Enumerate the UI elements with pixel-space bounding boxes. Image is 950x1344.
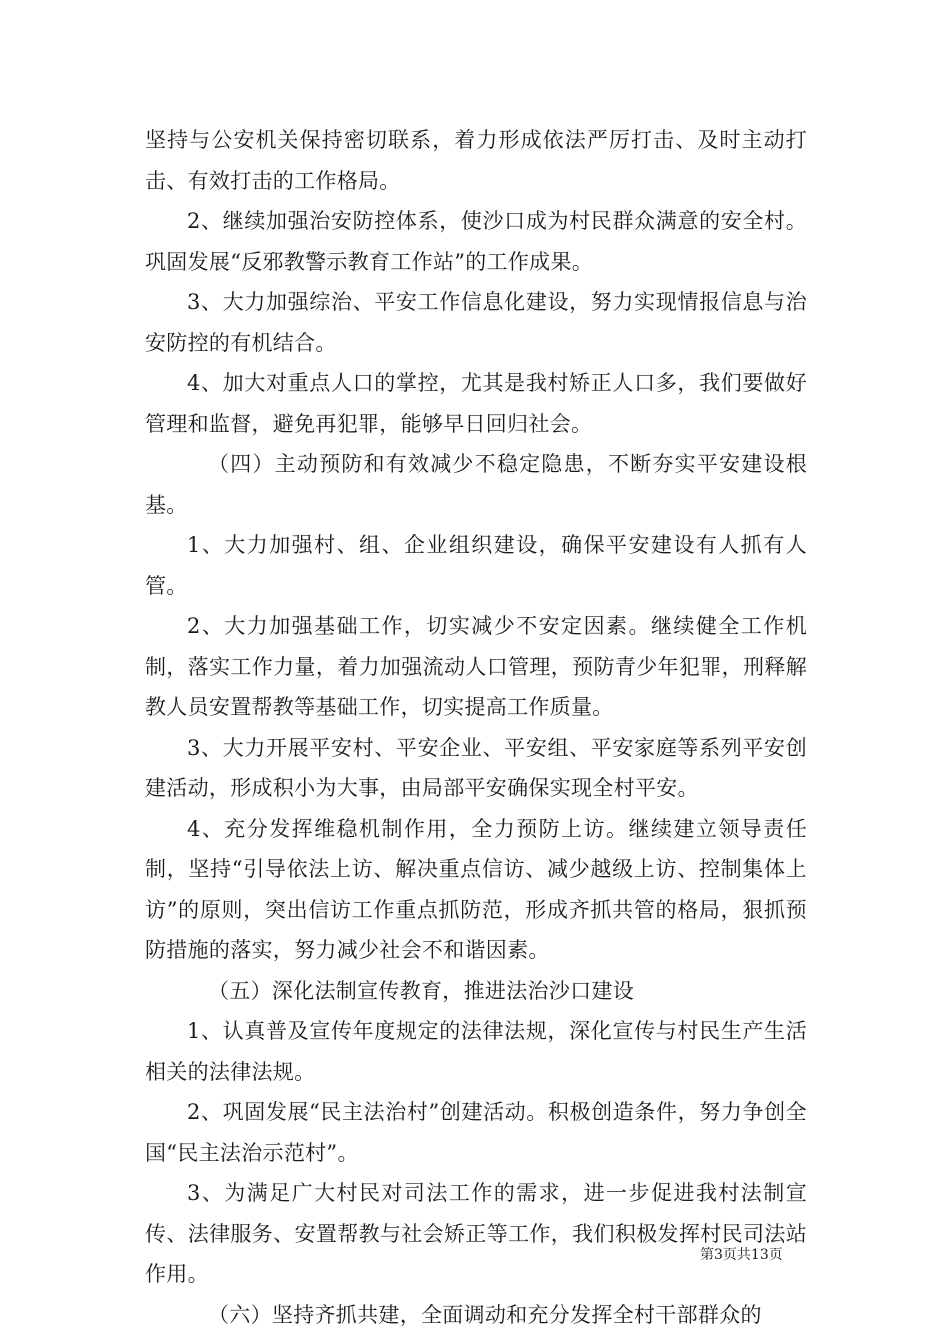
document-body	[145, 120, 807, 1335]
paragraph: 4、充分发挥维稳机制作用，全力预防上访。继续建立领导责任制，坚持“引导依法上访、解决重点信访、减少越级上访、控制集体上访”的原则，突出信访工作重点抓防范，形成齐抓共管的格局，狠抓预防措施的落实，努力减少社会不和谐因素。	[145, 816, 807, 962]
paragraph: 2、大力加强基础工作，切实减少不安定因素。继续健全工作机制，落实工作力量，着力加强流动人口管理，预防青少年犯罪，刑释解教人员安置帮教等基础工作，切实提高工作质量。	[145, 614, 807, 719]
section-heading: （五）深化法制宣传教育，推进法治沙口建设	[208, 978, 634, 1003]
paragraph: 1、大力加强村、组、企业组织建设，确保平安建设有人抓有人管。	[145, 533, 807, 598]
section-heading: （四）主动预防和有效减少不稳定隐患，不断夯实平安建设根基。	[145, 452, 807, 517]
paragraph: 2、巩固发展“民主法治村”创建活动。积极创造条件，努力争创全国“民主法治示范村”。	[145, 1100, 807, 1165]
paragraph: 坚持与公安机关保持密切联系，着力形成依法严厉打击、及时主动打击、有效打击的工作格局。	[145, 128, 807, 193]
paragraph: 4、加大对重点人口的掌控，尤其是我村矫正人口多，我们要做好管理和监督，避免再犯罪，能够早日回归社会。	[145, 371, 807, 436]
page-number-footer: 第3页共13页	[700, 1247, 783, 1263]
section-heading: （六）坚持齐抓共建，全面调动和充分发挥全村干部群众的	[208, 1302, 762, 1327]
paragraph: 1、认真普及宣传年度规定的法律法规，深化宣传与村民生产生活相关的法律法规。	[145, 1019, 807, 1084]
paragraph: 3、为满足广大村民对司法工作的需求，进一步促进我村法制宣传、法律服务、安置帮教与社会矫正等工作，我们积极发挥村民司法站作用。	[145, 1181, 807, 1286]
paragraph: 3、大力开展平安村、平安企业、平安组、平安家庭等系列平安创建活动，形成积小为大事，由局部平安确保实现全村平安。	[145, 735, 807, 800]
paragraph: 3、大力加强综治、平安工作信息化建设，努力实现情报信息与治安防控的有机结合。	[145, 290, 807, 355]
paragraph: 2、继续加强治安防控体系，使沙口成为村民群众满意的安全村。巩固发展“反邪教警示教育工作站”的工作成果。	[145, 209, 807, 274]
